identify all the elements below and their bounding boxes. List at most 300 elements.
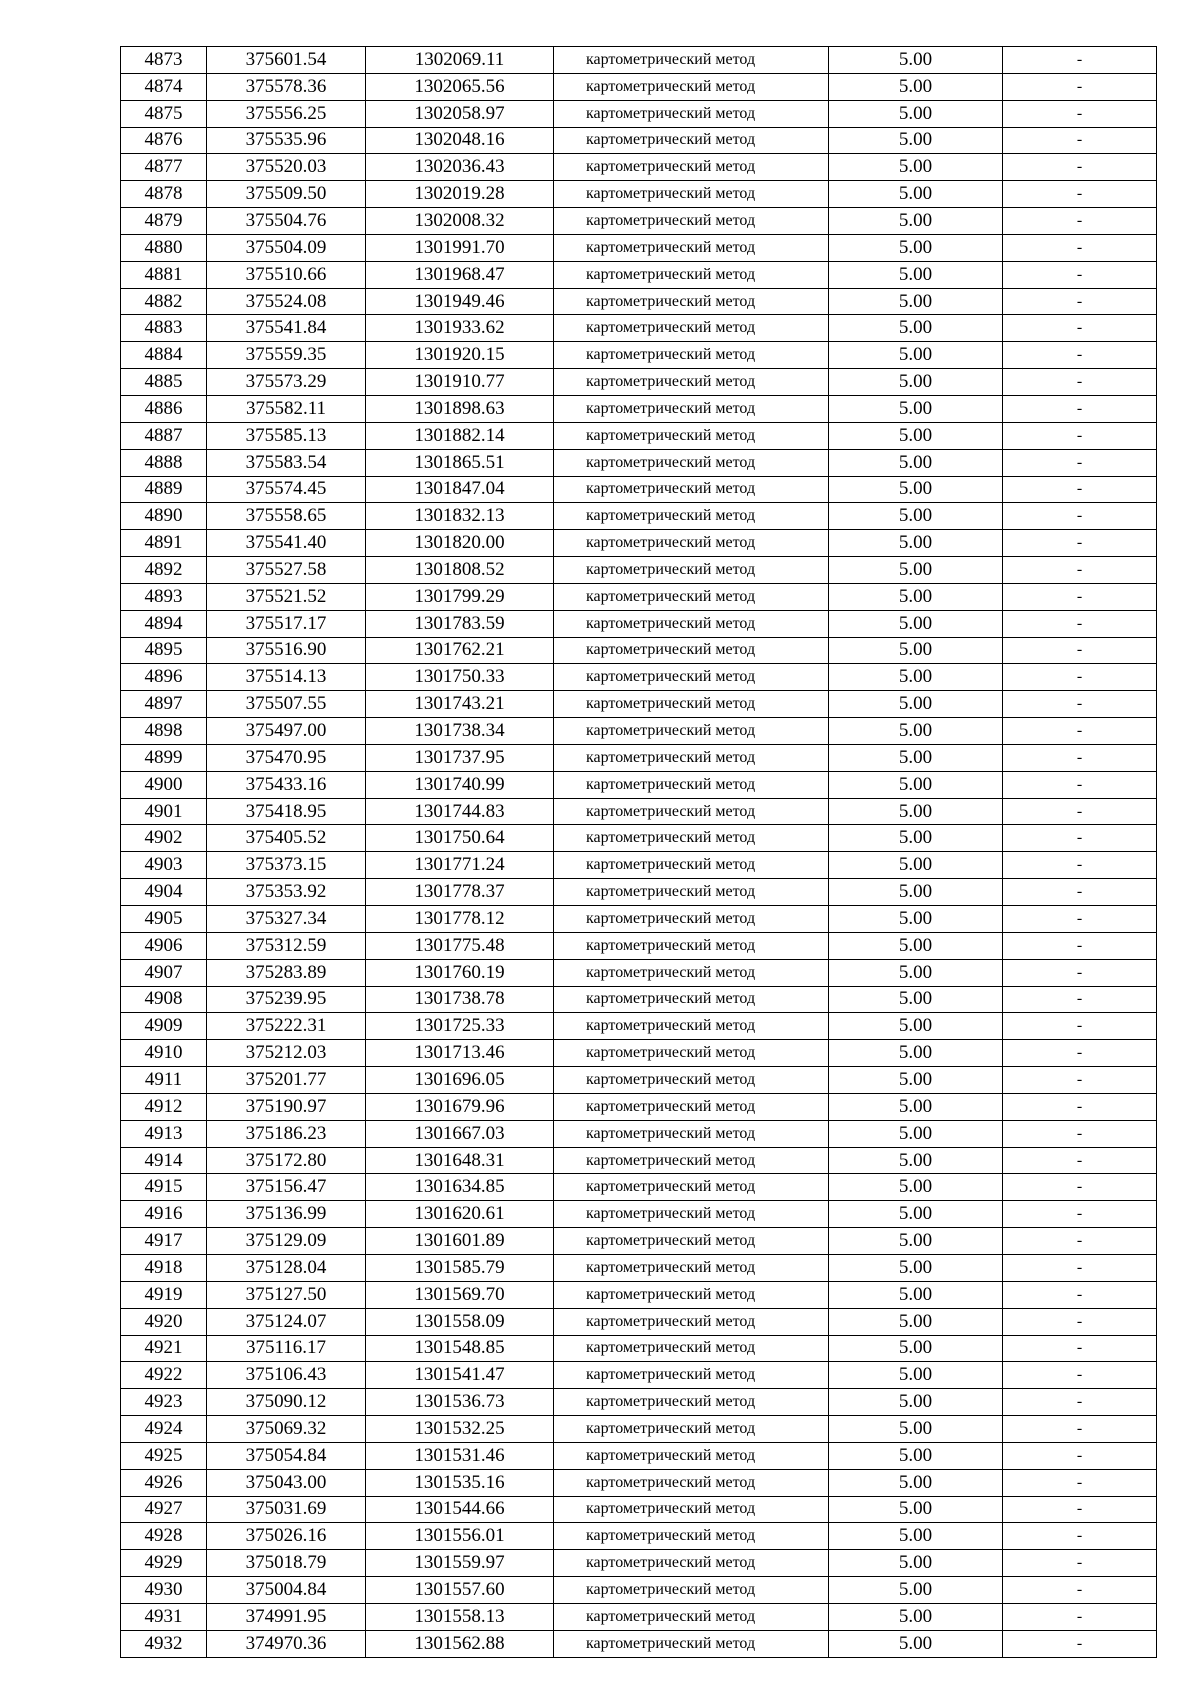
table-row — [121, 825, 1157, 852]
note-cell: - — [1003, 1067, 1157, 1094]
table-row — [121, 73, 1157, 100]
note-cell: - — [1003, 906, 1157, 933]
note-cell: - — [1003, 1362, 1157, 1389]
coord-y-cell: 1301544.66 — [366, 1496, 554, 1523]
coord-y-cell: 1302048.16 — [366, 127, 554, 154]
point-number-cell: 4903 — [121, 852, 207, 879]
point-number-cell: 4893 — [121, 583, 207, 610]
note-cell: - — [1003, 852, 1157, 879]
table-row — [121, 1523, 1157, 1550]
coord-y-cell: 1301541.47 — [366, 1362, 554, 1389]
coord-x-cell: 375516.90 — [207, 637, 366, 664]
coord-x-cell: 375373.15 — [207, 852, 366, 879]
coord-y-cell: 1301569.70 — [366, 1281, 554, 1308]
note-cell: - — [1003, 127, 1157, 154]
coord-x-cell: 375018.79 — [207, 1550, 366, 1577]
table-row — [121, 879, 1157, 906]
table-row — [121, 1550, 1157, 1577]
accuracy-value-cell: 5.00 — [829, 154, 1003, 181]
table-row — [121, 583, 1157, 610]
table-row — [121, 234, 1157, 261]
accuracy-value-cell: 5.00 — [829, 1603, 1003, 1630]
table-row — [121, 315, 1157, 342]
accuracy-value-cell: 5.00 — [829, 664, 1003, 691]
coord-x-cell: 375222.31 — [207, 1013, 366, 1040]
determination-method-cell: картометрический метод — [554, 1362, 829, 1389]
coord-x-cell: 375156.47 — [207, 1174, 366, 1201]
note-cell: - — [1003, 1147, 1157, 1174]
determination-method-cell: картометрический метод — [554, 1496, 829, 1523]
coord-x-cell: 375510.66 — [207, 261, 366, 288]
table-row — [121, 1147, 1157, 1174]
note-cell: - — [1003, 315, 1157, 342]
point-number-cell: 4883 — [121, 315, 207, 342]
table-row — [121, 1120, 1157, 1147]
note-cell: - — [1003, 1228, 1157, 1255]
table-row — [121, 395, 1157, 422]
table-row — [121, 691, 1157, 718]
accuracy-value-cell: 5.00 — [829, 1630, 1003, 1657]
note-cell: - — [1003, 422, 1157, 449]
point-number-cell: 4882 — [121, 288, 207, 315]
determination-method-cell: картометрический метод — [554, 1630, 829, 1657]
coord-x-cell: 375054.84 — [207, 1442, 366, 1469]
coord-y-cell: 1301558.09 — [366, 1308, 554, 1335]
coord-y-cell: 1301778.12 — [366, 906, 554, 933]
point-number-cell: 4915 — [121, 1174, 207, 1201]
table-row — [121, 261, 1157, 288]
coord-x-cell: 375433.16 — [207, 771, 366, 798]
accuracy-value-cell: 5.00 — [829, 208, 1003, 235]
point-number-cell: 4897 — [121, 691, 207, 718]
note-cell: - — [1003, 476, 1157, 503]
note-cell: - — [1003, 208, 1157, 235]
accuracy-value-cell: 5.00 — [829, 1281, 1003, 1308]
accuracy-value-cell: 5.00 — [829, 1308, 1003, 1335]
note-cell: - — [1003, 932, 1157, 959]
determination-method-cell: картометрический метод — [554, 1013, 829, 1040]
point-number-cell: 4885 — [121, 369, 207, 396]
coord-y-cell: 1301667.03 — [366, 1120, 554, 1147]
table-row — [121, 476, 1157, 503]
coord-y-cell: 1301865.51 — [366, 449, 554, 476]
point-number-cell: 4877 — [121, 154, 207, 181]
determination-method-cell: картометрический метод — [554, 932, 829, 959]
table-row — [121, 288, 1157, 315]
coord-y-cell: 1301933.62 — [366, 315, 554, 342]
determination-method-cell: картометрический метод — [554, 1040, 829, 1067]
accuracy-value-cell: 5.00 — [829, 852, 1003, 879]
note-cell: - — [1003, 637, 1157, 664]
point-number-cell: 4898 — [121, 718, 207, 745]
determination-method-cell: картометрический метод — [554, 1174, 829, 1201]
coord-y-cell: 1301531.46 — [366, 1442, 554, 1469]
coord-y-cell: 1302008.32 — [366, 208, 554, 235]
coord-x-cell: 375283.89 — [207, 959, 366, 986]
coord-x-cell: 375186.23 — [207, 1120, 366, 1147]
accuracy-value-cell: 5.00 — [829, 395, 1003, 422]
coord-y-cell: 1301557.60 — [366, 1577, 554, 1604]
table-row — [121, 1442, 1157, 1469]
note-cell: - — [1003, 154, 1157, 181]
coord-y-cell: 1301920.15 — [366, 342, 554, 369]
determination-method-cell: картометрический метод — [554, 1603, 829, 1630]
point-number-cell: 4902 — [121, 825, 207, 852]
coord-x-cell: 375507.55 — [207, 691, 366, 718]
note-cell: - — [1003, 744, 1157, 771]
coord-x-cell: 375069.32 — [207, 1416, 366, 1443]
table-row — [121, 422, 1157, 449]
point-number-cell: 4894 — [121, 610, 207, 637]
note-cell: - — [1003, 73, 1157, 100]
coord-y-cell: 1301949.46 — [366, 288, 554, 315]
point-number-cell: 4925 — [121, 1442, 207, 1469]
table-row — [121, 1469, 1157, 1496]
note-cell: - — [1003, 181, 1157, 208]
point-number-cell: 4909 — [121, 1013, 207, 1040]
accuracy-value-cell: 5.00 — [829, 932, 1003, 959]
determination-method-cell: картометрический метод — [554, 852, 829, 879]
coord-x-cell: 375106.43 — [207, 1362, 366, 1389]
coord-x-cell: 375136.99 — [207, 1201, 366, 1228]
point-number-cell: 4911 — [121, 1067, 207, 1094]
coord-y-cell: 1301648.31 — [366, 1147, 554, 1174]
coord-y-cell: 1302065.56 — [366, 73, 554, 100]
note-cell: - — [1003, 449, 1157, 476]
determination-method-cell: картометрический метод — [554, 1281, 829, 1308]
table-row — [121, 1174, 1157, 1201]
note-cell: - — [1003, 1120, 1157, 1147]
note-cell: - — [1003, 47, 1157, 74]
note-cell: - — [1003, 1254, 1157, 1281]
determination-method-cell: картометрический метод — [554, 825, 829, 852]
note-cell: - — [1003, 610, 1157, 637]
note-cell: - — [1003, 1630, 1157, 1657]
accuracy-value-cell: 5.00 — [829, 1147, 1003, 1174]
note-cell: - — [1003, 1550, 1157, 1577]
accuracy-value-cell: 5.00 — [829, 315, 1003, 342]
coord-y-cell: 1301620.61 — [366, 1201, 554, 1228]
note-cell: - — [1003, 1335, 1157, 1362]
coord-y-cell: 1301775.48 — [366, 932, 554, 959]
determination-method-cell: картометрический метод — [554, 1147, 829, 1174]
coord-x-cell: 375520.03 — [207, 154, 366, 181]
point-number-cell: 4928 — [121, 1523, 207, 1550]
determination-method-cell: картометрический метод — [554, 234, 829, 261]
accuracy-value-cell: 5.00 — [829, 744, 1003, 771]
determination-method-cell: картометрический метод — [554, 208, 829, 235]
note-cell: - — [1003, 234, 1157, 261]
table-row — [121, 530, 1157, 557]
note-cell: - — [1003, 1174, 1157, 1201]
accuracy-value-cell: 5.00 — [829, 1335, 1003, 1362]
table-row — [121, 1362, 1157, 1389]
coord-x-cell: 375527.58 — [207, 557, 366, 584]
coord-x-cell: 375541.40 — [207, 530, 366, 557]
coord-y-cell: 1301634.85 — [366, 1174, 554, 1201]
note-cell: - — [1003, 395, 1157, 422]
table-row — [121, 1201, 1157, 1228]
accuracy-value-cell: 5.00 — [829, 1254, 1003, 1281]
table-row — [121, 47, 1157, 74]
coord-y-cell: 1301762.21 — [366, 637, 554, 664]
note-cell: - — [1003, 1389, 1157, 1416]
accuracy-value-cell: 5.00 — [829, 1228, 1003, 1255]
coord-y-cell: 1301713.46 — [366, 1040, 554, 1067]
coord-y-cell: 1301910.77 — [366, 369, 554, 396]
note-cell: - — [1003, 798, 1157, 825]
coord-x-cell: 375559.35 — [207, 342, 366, 369]
point-number-cell: 4919 — [121, 1281, 207, 1308]
accuracy-value-cell: 5.00 — [829, 73, 1003, 100]
coord-x-cell: 375497.00 — [207, 718, 366, 745]
point-number-cell: 4899 — [121, 744, 207, 771]
determination-method-cell: картометрический метод — [554, 664, 829, 691]
table-row — [121, 1254, 1157, 1281]
accuracy-value-cell: 5.00 — [829, 1093, 1003, 1120]
coord-x-cell: 375601.54 — [207, 47, 366, 74]
coord-y-cell: 1302019.28 — [366, 181, 554, 208]
coord-x-cell: 375582.11 — [207, 395, 366, 422]
point-number-cell: 4876 — [121, 127, 207, 154]
point-number-cell: 4910 — [121, 1040, 207, 1067]
accuracy-value-cell: 5.00 — [829, 906, 1003, 933]
determination-method-cell: картометрический метод — [554, 1416, 829, 1443]
accuracy-value-cell: 5.00 — [829, 1067, 1003, 1094]
accuracy-value-cell: 5.00 — [829, 1496, 1003, 1523]
table-row — [121, 1603, 1157, 1630]
coord-y-cell: 1301601.89 — [366, 1228, 554, 1255]
coord-y-cell: 1301737.95 — [366, 744, 554, 771]
note-cell: - — [1003, 1308, 1157, 1335]
table-row — [121, 557, 1157, 584]
coord-y-cell: 1301898.63 — [366, 395, 554, 422]
determination-method-cell: картометрический метод — [554, 1254, 829, 1281]
coord-x-cell: 375124.07 — [207, 1308, 366, 1335]
coord-y-cell: 1301696.05 — [366, 1067, 554, 1094]
note-cell: - — [1003, 1603, 1157, 1630]
point-number-cell: 4880 — [121, 234, 207, 261]
table-row — [121, 1577, 1157, 1604]
determination-method-cell: картометрический метод — [554, 986, 829, 1013]
accuracy-value-cell: 5.00 — [829, 1013, 1003, 1040]
table-row — [121, 1093, 1157, 1120]
coord-y-cell: 1301750.33 — [366, 664, 554, 691]
note-cell: - — [1003, 1093, 1157, 1120]
accuracy-value-cell: 5.00 — [829, 1040, 1003, 1067]
note-cell: - — [1003, 825, 1157, 852]
determination-method-cell: картометрический метод — [554, 315, 829, 342]
determination-method-cell: картометрический метод — [554, 503, 829, 530]
accuracy-value-cell: 5.00 — [829, 798, 1003, 825]
coord-y-cell: 1301738.34 — [366, 718, 554, 745]
coord-x-cell: 375239.95 — [207, 986, 366, 1013]
note-cell: - — [1003, 691, 1157, 718]
determination-method-cell: картометрический метод — [554, 1389, 829, 1416]
coord-y-cell: 1301771.24 — [366, 852, 554, 879]
coord-x-cell: 375031.69 — [207, 1496, 366, 1523]
determination-method-cell: картометрический метод — [554, 1577, 829, 1604]
note-cell: - — [1003, 1577, 1157, 1604]
table-row — [121, 1416, 1157, 1443]
coord-x-cell: 375517.17 — [207, 610, 366, 637]
point-number-cell: 4886 — [121, 395, 207, 422]
accuracy-value-cell: 5.00 — [829, 530, 1003, 557]
point-number-cell: 4891 — [121, 530, 207, 557]
table-row — [121, 1335, 1157, 1362]
point-number-cell: 4917 — [121, 1228, 207, 1255]
point-number-cell: 4926 — [121, 1469, 207, 1496]
coord-y-cell: 1301783.59 — [366, 610, 554, 637]
accuracy-value-cell: 5.00 — [829, 1416, 1003, 1443]
accuracy-value-cell: 5.00 — [829, 557, 1003, 584]
table-row — [121, 1389, 1157, 1416]
coord-y-cell: 1301744.83 — [366, 798, 554, 825]
determination-method-cell: картометрический метод — [554, 1442, 829, 1469]
accuracy-value-cell: 5.00 — [829, 449, 1003, 476]
coordinates-table — [120, 46, 1157, 1658]
point-number-cell: 4914 — [121, 1147, 207, 1174]
coord-y-cell: 1301991.70 — [366, 234, 554, 261]
determination-method-cell: картометрический метод — [554, 1228, 829, 1255]
determination-method-cell: картометрический метод — [554, 449, 829, 476]
note-cell: - — [1003, 369, 1157, 396]
table-row — [121, 852, 1157, 879]
accuracy-value-cell: 5.00 — [829, 1389, 1003, 1416]
coord-y-cell: 1301832.13 — [366, 503, 554, 530]
coord-x-cell: 375573.29 — [207, 369, 366, 396]
point-number-cell: 4905 — [121, 906, 207, 933]
determination-method-cell: картометрический метод — [554, 771, 829, 798]
point-number-cell: 4924 — [121, 1416, 207, 1443]
accuracy-value-cell: 5.00 — [829, 1577, 1003, 1604]
determination-method-cell: картометрический метод — [554, 100, 829, 127]
coord-x-cell: 375418.95 — [207, 798, 366, 825]
point-number-cell: 4878 — [121, 181, 207, 208]
accuracy-value-cell: 5.00 — [829, 825, 1003, 852]
coord-x-cell: 375558.65 — [207, 503, 366, 530]
accuracy-value-cell: 5.00 — [829, 1201, 1003, 1228]
determination-method-cell: картометрический метод — [554, 1335, 829, 1362]
coord-y-cell: 1302036.43 — [366, 154, 554, 181]
accuracy-value-cell: 5.00 — [829, 234, 1003, 261]
point-number-cell: 4874 — [121, 73, 207, 100]
point-number-cell: 4889 — [121, 476, 207, 503]
determination-method-cell: картометрический метод — [554, 691, 829, 718]
point-number-cell: 4916 — [121, 1201, 207, 1228]
determination-method-cell: картометрический метод — [554, 798, 829, 825]
coord-x-cell: 375556.25 — [207, 100, 366, 127]
coord-x-cell: 375043.00 — [207, 1469, 366, 1496]
note-cell: - — [1003, 1442, 1157, 1469]
table-row — [121, 798, 1157, 825]
accuracy-value-cell: 5.00 — [829, 637, 1003, 664]
coord-x-cell: 375327.34 — [207, 906, 366, 933]
coord-x-cell: 375524.08 — [207, 288, 366, 315]
accuracy-value-cell: 5.00 — [829, 1362, 1003, 1389]
document-page — [120, 46, 1156, 1658]
point-number-cell: 4913 — [121, 1120, 207, 1147]
coord-x-cell: 375090.12 — [207, 1389, 366, 1416]
coord-x-cell: 375116.17 — [207, 1335, 366, 1362]
coord-y-cell: 1301556.01 — [366, 1523, 554, 1550]
determination-method-cell: картометрический метод — [554, 476, 829, 503]
point-number-cell: 4927 — [121, 1496, 207, 1523]
note-cell: - — [1003, 664, 1157, 691]
coord-y-cell: 1301562.88 — [366, 1630, 554, 1657]
determination-method-cell: картометрический метод — [554, 395, 829, 422]
coord-x-cell: 375535.96 — [207, 127, 366, 154]
accuracy-value-cell: 5.00 — [829, 1120, 1003, 1147]
coord-x-cell: 375004.84 — [207, 1577, 366, 1604]
point-number-cell: 4923 — [121, 1389, 207, 1416]
table-row — [121, 986, 1157, 1013]
determination-method-cell: картометрический метод — [554, 181, 829, 208]
accuracy-value-cell: 5.00 — [829, 1174, 1003, 1201]
coord-y-cell: 1301882.14 — [366, 422, 554, 449]
coord-x-cell: 375578.36 — [207, 73, 366, 100]
point-number-cell: 4892 — [121, 557, 207, 584]
accuracy-value-cell: 5.00 — [829, 181, 1003, 208]
coord-y-cell: 1301799.29 — [366, 583, 554, 610]
table-row — [121, 127, 1157, 154]
determination-method-cell: картометрический метод — [554, 73, 829, 100]
note-cell: - — [1003, 986, 1157, 1013]
accuracy-value-cell: 5.00 — [829, 503, 1003, 530]
determination-method-cell: картометрический метод — [554, 583, 829, 610]
determination-method-cell: картометрический метод — [554, 1093, 829, 1120]
determination-method-cell: картометрический метод — [554, 127, 829, 154]
table-row — [121, 208, 1157, 235]
note-cell: - — [1003, 1201, 1157, 1228]
coord-y-cell: 1301535.16 — [366, 1469, 554, 1496]
accuracy-value-cell: 5.00 — [829, 342, 1003, 369]
point-number-cell: 4904 — [121, 879, 207, 906]
coord-y-cell: 1301532.25 — [366, 1416, 554, 1443]
accuracy-value-cell: 5.00 — [829, 127, 1003, 154]
table-row — [121, 771, 1157, 798]
determination-method-cell: картометрический метод — [554, 718, 829, 745]
note-cell: - — [1003, 879, 1157, 906]
coord-y-cell: 1301536.73 — [366, 1389, 554, 1416]
determination-method-cell: картометрический метод — [554, 369, 829, 396]
determination-method-cell: картометрический метод — [554, 557, 829, 584]
table-row — [121, 1013, 1157, 1040]
note-cell: - — [1003, 100, 1157, 127]
coord-y-cell: 1301778.37 — [366, 879, 554, 906]
coord-x-cell: 375190.97 — [207, 1093, 366, 1120]
determination-method-cell: картометрический метод — [554, 906, 829, 933]
point-number-cell: 4901 — [121, 798, 207, 825]
coord-y-cell: 1301585.79 — [366, 1254, 554, 1281]
coord-y-cell: 1301743.21 — [366, 691, 554, 718]
determination-method-cell: картометрический метод — [554, 1067, 829, 1094]
determination-method-cell: картометрический метод — [554, 1308, 829, 1335]
coord-x-cell: 375026.16 — [207, 1523, 366, 1550]
note-cell: - — [1003, 530, 1157, 557]
accuracy-value-cell: 5.00 — [829, 771, 1003, 798]
accuracy-value-cell: 5.00 — [829, 691, 1003, 718]
accuracy-value-cell: 5.00 — [829, 47, 1003, 74]
coord-y-cell: 1301738.78 — [366, 986, 554, 1013]
determination-method-cell: картометрический метод — [554, 879, 829, 906]
note-cell: - — [1003, 1281, 1157, 1308]
note-cell: - — [1003, 1469, 1157, 1496]
note-cell: - — [1003, 288, 1157, 315]
coord-x-cell: 375129.09 — [207, 1228, 366, 1255]
point-number-cell: 4929 — [121, 1550, 207, 1577]
table-row — [121, 449, 1157, 476]
